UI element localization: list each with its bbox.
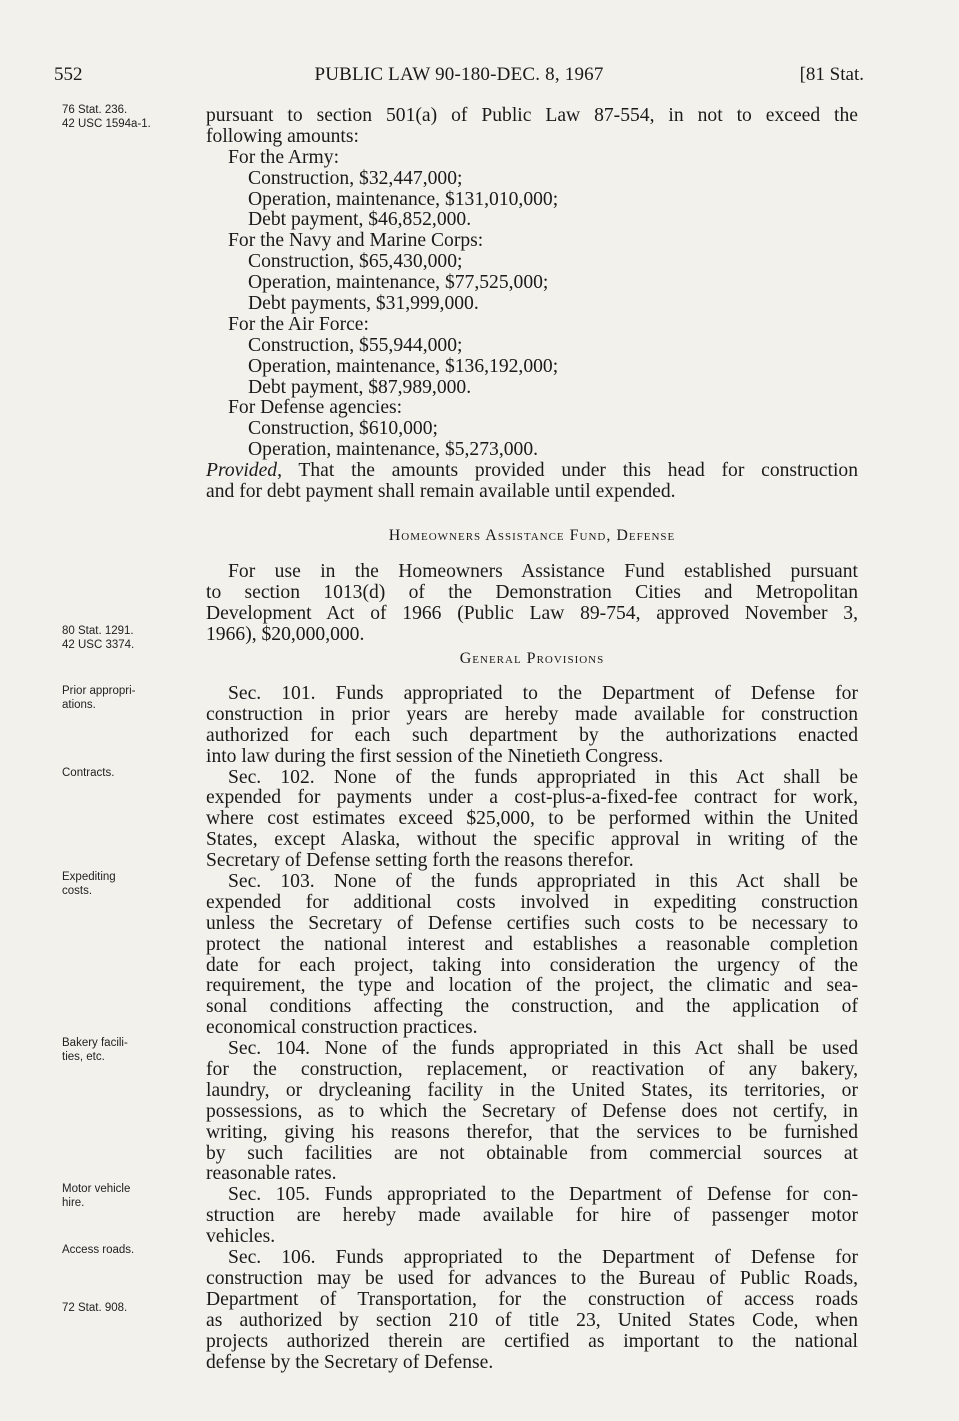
sec-103: Sec. 103. None of the funds appropriated in this Act shall be bbox=[228, 871, 858, 893]
margin-note: 76 Stat. 236. 42 USC 1594a-1. bbox=[62, 104, 151, 130]
margin-note: Motor vehicle hire. bbox=[62, 1183, 131, 1209]
margin-note: Bakery facili- ties, etc. bbox=[62, 1037, 128, 1063]
page-header bbox=[54, 64, 864, 90]
section-heading: General Provisions bbox=[459, 650, 605, 667]
margin-note: Access roads. bbox=[62, 1244, 135, 1256]
statute-reference: [81 Stat. bbox=[799, 64, 864, 85]
sec-104: Sec. 104. None of the funds appropriated in this Act shall be used bbox=[228, 1038, 858, 1060]
margin-note: 72 Stat. 908. bbox=[62, 1302, 128, 1314]
appropriations-block: pursuant to section 501(a) of Public Law 87-554, in not to exceed the following amounts: For the Army: Construction, $32,447,000; Operation, maintenance, $131,010,000; Debt payment, $46,852,000. For the Navy and Marine Corps: Construction, $65,430,000; Operation, maintenance, $77,525,000; Debt payments, $31,999,000. For the Air Force: Construction, $55,944,000; Operation, maintenance, $136,192,000; Debt payment, $87,989,000. For Defense agencies: Construction, $610,000; Operation, maintenance, $5,273,000. Provided, That the amounts provided under this head for construction and for debt payment shall remain available until expended. bbox=[206, 105, 858, 503]
margin-note: Prior appropri- ations. bbox=[62, 685, 136, 711]
sec-102: Sec. 102. None of the funds appropriated in this Act shall be bbox=[228, 766, 858, 788]
page-number: 552 bbox=[54, 64, 83, 85]
homeowners-paragraph: For use in the Homeowners Assistance Fund established pursuant to section 1013(d) of the Demonstration Cities and Metropolitan Development Act of 1966 (Public Law 89-754, approved November 3, 1966), $20,000,000. bbox=[206, 561, 858, 645]
margin-note: 80 Stat. 1291. 42 USC 3374. bbox=[62, 625, 135, 651]
navy-heading: For the Navy and Marine Corps: bbox=[228, 230, 484, 252]
air-force-heading: For the Air Force: bbox=[228, 313, 369, 335]
proviso: Provided, That the amounts provided under this head for construction bbox=[206, 460, 858, 482]
margin-note: Expediting costs. bbox=[62, 871, 116, 897]
page-title: PUBLIC LAW 90-180-DEC. 8, 1967 bbox=[314, 64, 604, 85]
margin-note: Contracts. bbox=[62, 767, 115, 779]
defense-agencies-heading: For Defense agencies: bbox=[228, 397, 403, 419]
general-provisions: Sec. 101. Funds appropriated to the Department of Defense for construction in prior years are hereby made available for construction authorized for each such department by the authorizations enacted into law during the first session of the Ninetieth Congress. Sec. 102. None of the funds appropriated in this Act shall be expended for payments under a cost-plus-a-fixed-fee contract for work, where cost estimates exceed $25,000, to be performed within the United States, except Alaska, without the specific approval in writing of the Secretary of Defense setting forth the reasons therefor. Sec. 103. None of the funds appropriated in this Act shall be expended for additional costs involved in expediting construction unless the Secretary of Defense certifies such costs to be necessary to protect the national interest and establishes a reasonable completion date for each project, taking into consideration the urgency of the requirement, the type and location of the project, the climatic and sea- sonal conditions affecting the construction, and the application of economical construction practices. Sec. 104. None of the funds appropriated in this Act shall be used for the construction, replacement, or reactivation of any bakery, laundry, or drycleaning facility in the United States, its territories, or possessions, as to which the Secretary of Defense does not certify, in writing, giving his reasons therefor, that the services to be furnished by such facilities are not obtainable from commercial sources at reasonable rates. Sec. 105. Funds appropriated to the Department of Defense for con- struction are hereby made available for hire of passenger motor vehicles. Sec. 106. Funds appropriated to the Department of Defense for construction may be used for advances to the Bureau of Public Roads, Department of Transportation, for the construction of access roads as authorized by section 210 of title 23, United States Code, when projects authorized therein are certified as important to the national defense by the Secretary of Defense. bbox=[206, 683, 858, 1373]
section-heading: Homeowners Assistance Fund, Defense bbox=[388, 527, 676, 544]
army-heading: For the Army: bbox=[228, 146, 340, 168]
sec-101: Sec. 101. Funds appropriated to the Department of Defense for bbox=[228, 683, 858, 704]
sec-106: Sec. 106. Funds appropriated to the Department of Defense for bbox=[228, 1247, 858, 1269]
sec-105: Sec. 105. Funds appropriated to the Department of Defense for con- bbox=[228, 1184, 858, 1206]
